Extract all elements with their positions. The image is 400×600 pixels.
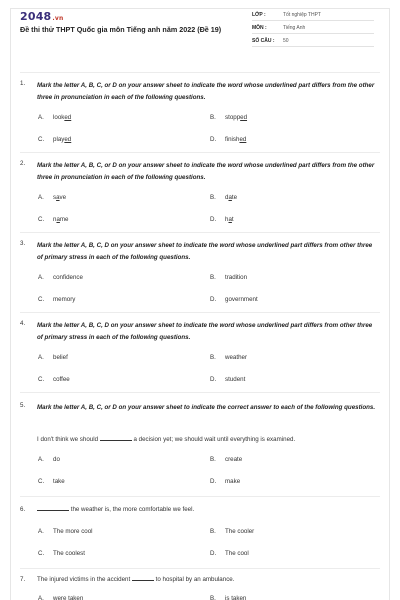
question-prompt: Mark the letter A, B, C, or D on your answer sheet to indicate the word whose underlined part differs from the other three in pronunciation in each of the following questions. <box>37 82 375 101</box>
option-b[interactable]: B. date <box>210 194 238 201</box>
exam-header <box>20 8 380 60</box>
option-c[interactable]: C. take <box>38 478 65 485</box>
option-a[interactable]: A. save <box>38 194 67 201</box>
option-d[interactable]: D. The cool <box>210 550 249 557</box>
exam-meta <box>252 8 374 47</box>
divider <box>20 568 380 569</box>
question-prompt: Mark the letter A, B, C, or D on your answer sheet to indicate the word whose underlined part differs from the other three in pronunciation in each of the following questions. <box>37 162 375 181</box>
divider <box>20 72 380 73</box>
question-prompt: Mark the letter A, B, C, D on your answer sheet to indicate the word whose underlined part differs from other three of primary stress in each of the following questions. <box>37 322 373 341</box>
question-number: 4. <box>20 320 26 327</box>
option-d[interactable]: D. finished <box>210 136 247 143</box>
question-number: 2. <box>20 160 26 167</box>
divider <box>20 232 380 233</box>
option-d[interactable]: D. hat <box>210 216 234 223</box>
option-d[interactable]: D. government <box>210 296 258 303</box>
option-b[interactable]: B. tradition <box>210 274 248 281</box>
meta-row-class: LỚP : Tốt nghiệp THPT <box>252 8 374 21</box>
question-number: 5. <box>20 402 26 409</box>
option-a[interactable]: A. The more cool <box>38 528 93 535</box>
option-c[interactable]: C. memory <box>38 296 76 303</box>
option-c[interactable]: C. The coolest <box>38 550 85 557</box>
question-stem: I don't think we should a decision yet; we should wait until everything is examined. <box>37 436 296 443</box>
option-b[interactable]: B. stopped <box>210 114 248 121</box>
option-b[interactable]: B. The cooler <box>210 528 255 535</box>
option-a[interactable]: A. do <box>38 456 60 463</box>
option-d[interactable]: D. make <box>210 478 241 485</box>
question-number: 1. <box>20 80 26 87</box>
option-b[interactable]: B. is taken <box>210 595 247 600</box>
question-prompt: Mark the letter A, B, C, or D on your answer sheet to indicate the correct answer to each of the following questions. <box>37 404 376 411</box>
question-prompt: Mark the letter A, B, C, D on your answer sheet to indicate the word whose underlined part differs from other three of primary stress in each of the following questions. <box>37 242 373 261</box>
option-c[interactable]: C. played <box>38 136 72 143</box>
option-a[interactable]: A. were taken <box>38 595 84 600</box>
meta-row-count: SỐ CÂU : 50 <box>252 34 374 47</box>
question-stem: The injured victims in the accident to hospital by an ambulance. <box>37 576 235 583</box>
option-b[interactable]: B. create <box>210 456 243 463</box>
question-number: 6. <box>20 506 26 513</box>
question-number: 7. <box>20 576 26 583</box>
option-c[interactable]: C. name <box>38 216 69 223</box>
exam-title: Đề thi thử THPT Quốc gia môn Tiếng anh năm 2022 (Đề 19) <box>20 25 222 34</box>
option-a[interactable]: A. looked <box>38 114 72 121</box>
site-logo[interactable]: 2048.vn <box>20 10 64 23</box>
option-d[interactable]: D. student <box>210 376 246 383</box>
question-number: 3. <box>20 240 26 247</box>
divider <box>20 496 380 497</box>
divider <box>20 152 380 153</box>
option-a[interactable]: A. belief <box>38 354 68 361</box>
divider <box>20 392 380 393</box>
question-stem: the weather is, the more comfortable we feel. <box>37 506 194 513</box>
option-c[interactable]: C. coffee <box>38 376 70 383</box>
divider <box>20 312 380 313</box>
option-b[interactable]: B. weather <box>210 354 248 361</box>
meta-row-subject: MÔN : Tiếng Anh <box>252 21 374 34</box>
option-a[interactable]: A. confidence <box>38 274 83 281</box>
